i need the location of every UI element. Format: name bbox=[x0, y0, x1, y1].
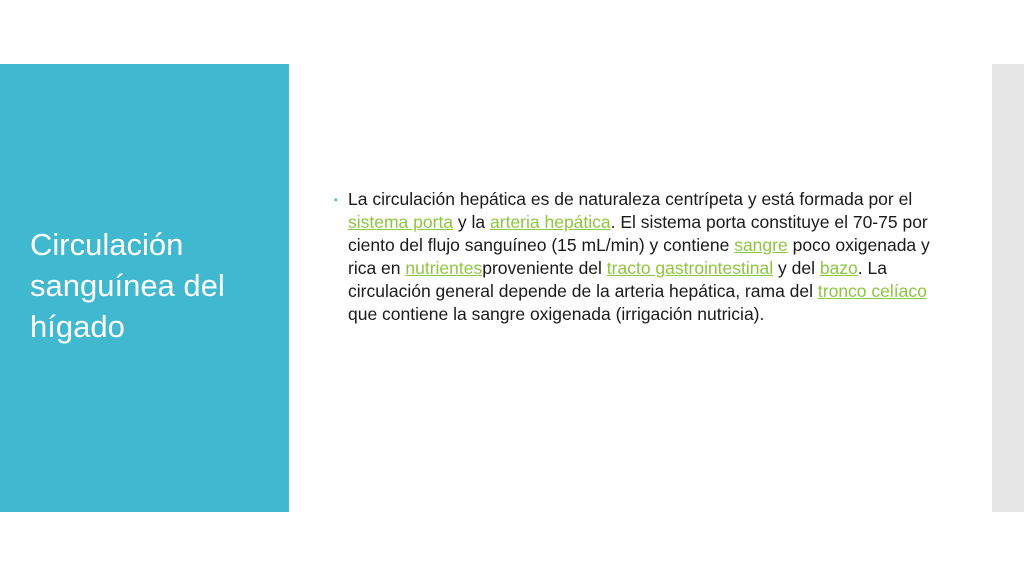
text-segment: que contiene la sangre oxigenada (irrigación nutricia). bbox=[348, 304, 765, 324]
text-segment: . El sistema porta constituye el 70-75 por ciento del flujo sanguíneo (15 mL/min) y contiene bbox=[348, 212, 928, 255]
link-nutrientes[interactable]: nutrientes bbox=[405, 258, 483, 278]
right-edge-strip bbox=[992, 64, 1024, 512]
link-tracto-gastrointestinal[interactable]: tracto gastrointestinal bbox=[606, 258, 774, 278]
text-segment: poco oxigenada y rica en bbox=[348, 235, 930, 278]
text-segment: proveniente del bbox=[482, 258, 607, 278]
body-paragraph bbox=[348, 188, 934, 326]
link-sistema-porta[interactable]: sistema porta bbox=[348, 212, 454, 232]
bullet-icon: ▪ bbox=[334, 195, 338, 206]
text-segment: y la bbox=[453, 212, 491, 232]
text-segment: y del bbox=[773, 258, 820, 278]
link-bazo[interactable]: bazo bbox=[819, 258, 858, 278]
link-tronco-celiaco[interactable]: tronco celíaco bbox=[817, 281, 927, 301]
content-area bbox=[334, 188, 934, 326]
text-segment: . La circulación general depende de la arteria hepática, rama del bbox=[348, 258, 887, 301]
link-arteria-hepatica[interactable]: arteria hepática bbox=[490, 212, 611, 232]
slide-title: Circulación sanguínea del hígado bbox=[30, 227, 225, 344]
link-sangre[interactable]: sangre bbox=[734, 235, 788, 255]
text-segment: La circulación hepática es de naturaleza centrípeta y está formada por el bbox=[348, 189, 913, 209]
